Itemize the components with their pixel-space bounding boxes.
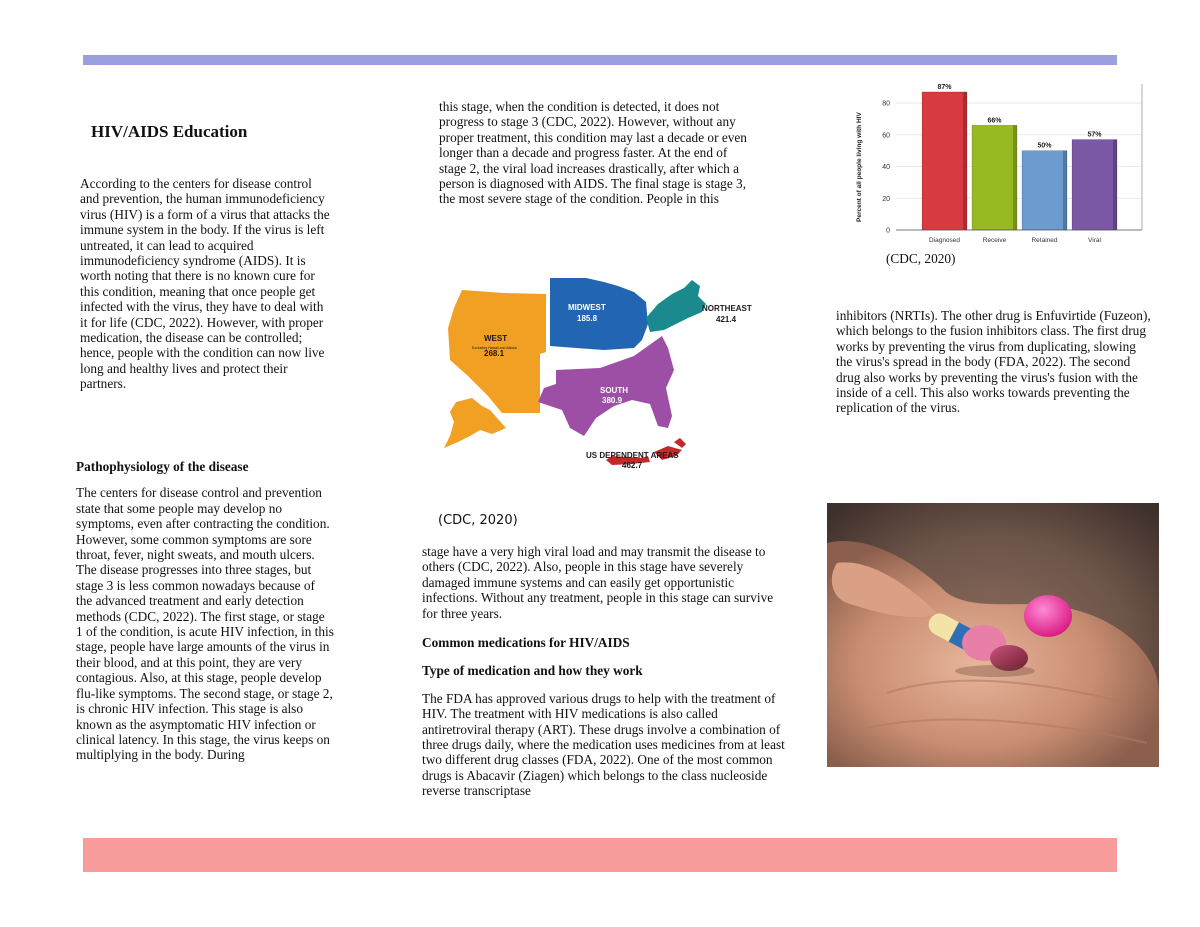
us-regions-map (436, 270, 766, 475)
chart-y-tick-label: 60 (882, 132, 890, 140)
chart-data-label: 66% (987, 117, 1002, 125)
nrti-paragraph: inhibitors (NRTIs). The other drug is Enfuvirtide (Fuzeon), which belongs to the fusion inhibitors class. The first drug works by preventing the virus from duplicating, slowing the virus's spread in the body (FDA, 2022). The second drug also works by preventing the virus's fusion with the inside of a cell. This also works towards preventing the replication of the virus. (836, 308, 1151, 416)
chart-bar (1022, 151, 1067, 230)
chart-y-tick-label: 40 (882, 164, 890, 172)
chart-x-tick-label: Diagnosed (928, 237, 961, 244)
chart-y-axis-label: Percent of all people living with HIV (856, 112, 863, 222)
chart-bar (1072, 140, 1117, 230)
page-title: HIV/AIDS Education (91, 122, 248, 141)
medications-heading: Common medications for HIV/AIDS (422, 635, 630, 651)
chart-bar-shade (1113, 140, 1117, 230)
chart-x-tick-label: Receive (982, 237, 1007, 244)
pathophysiology-section (76, 459, 334, 763)
chart-x-tick-label: Retained (1031, 237, 1058, 244)
chart-bar-shade (963, 92, 967, 230)
chart-data-label: 50% (1037, 142, 1052, 150)
chart-bar-shade (1063, 151, 1067, 230)
chart-bars (922, 92, 1117, 230)
map-region-northeast (646, 280, 706, 332)
map-caption: (CDC, 2020) (438, 513, 518, 528)
intro-paragraph: According to the centers for disease control and prevention, the human immunodeficiency virus (HIV) is a form of a virus that attacks the immune system in the body. If the virus is left untreated, it can lead to acquired immunodeficiency syndrome (AIDS). It is worth noting that there is no known cure for this condition, meaning that once people get infected with the virus, they have to deal with it for life (CDC, 2022). However, with proper medication, the disease can be controlled; hence, people with the condition can now live long and healthy lives and protect their partners. (80, 176, 330, 392)
chart-x-tick-labels (929, 237, 1102, 244)
care-continuum-bar-chart (850, 80, 1150, 244)
stage3-continuation-text (422, 544, 786, 799)
bottom-accent-bar (83, 838, 1117, 872)
chart-y-tick-label: 20 (882, 195, 890, 203)
pill-shadow (955, 665, 1035, 677)
pink-tablet (1024, 595, 1072, 637)
region-value-us-dependent-areas: 462.7 (622, 461, 643, 470)
map-island-virgin (674, 438, 686, 448)
map-region-midwest (550, 278, 648, 350)
region-value-west: 268.1 (484, 349, 505, 358)
region-label-south: SOUTH (600, 386, 628, 395)
stage-continuation-text (439, 99, 755, 207)
pathophysiology-heading: Pathophysiology of the disease (76, 459, 249, 474)
chart-data-label: 87% (937, 83, 952, 91)
region-label-west: WEST (484, 334, 508, 343)
region-label-us-dependent-areas: US DEPENDENT AREAS (586, 451, 679, 460)
region-sublabel-west: Excluding Hawaii and Alaska (472, 346, 517, 350)
chart-x-tick-label: Viral (1088, 237, 1101, 244)
chart-bar (972, 125, 1017, 230)
medication-types-heading: Type of medication and how they work (422, 663, 643, 679)
pills-in-hand-photo (827, 503, 1159, 767)
region-value-midwest: 185.8 (577, 314, 598, 323)
chart-y-tick-label: 80 (882, 100, 890, 108)
nrti-continuation-text (836, 308, 1152, 416)
stage-paragraph-top: this stage, when the condition is detected, it does not progress to stage 3 (CDC, 2022). However, without any proper treatment, this condition may last a decade or even longer than a decade and progress faster. At the end of stage 2, the viral load increases drastically, after which a person is diagnosed with AIDS. The final stage is stage 3, the most severe stage of the condition. People in this (439, 99, 747, 207)
region-value-south: 380.9 (602, 396, 623, 405)
stage3-paragraph: stage have a very high viral load and may transmit the disease to others (CDC, 2022). Also, people in this stage have severely damaged immune systems and can easily get opportunistic infections. Without any treatment, people in this stage can survive for three years. (422, 544, 774, 621)
region-label-midwest: MIDWEST (568, 303, 606, 312)
chart-bar (922, 92, 967, 230)
pathophysiology-paragraph: The centers for disease control and prevention state that some people may develop no symptoms, even after contracting the condition. However, some common symptoms are sore throat, fever, night sweats, and mouth ulcers. The disease progresses into three stages, but stage 3 is less common nowadays because of the advanced treatment and early detection methods (CDC, 2022). The first stage, or stage 1 of the condition, is acute HIV infection, in this stage, people have large amounts of the virus in their blood, and at this point, they are very contagious. Also, at this stage, people develop flu-like symptoms. The second stage, or stage 2, is chronic HIV infection. This stage is also known as the asymptomatic HIV infection or clinical latency. In this stage, the virus keeps on multiplying in the body. During (76, 485, 334, 763)
chart-data-label: 57% (1087, 131, 1102, 139)
chart-bar-shade (1013, 125, 1017, 230)
chart-y-tick-label: 0 (886, 227, 890, 235)
region-value-northeast: 421.4 (716, 315, 737, 324)
top-accent-bar (83, 55, 1117, 65)
region-label-northeast: NORTHEAST (702, 304, 752, 313)
chart-caption: (CDC, 2020) (886, 251, 956, 266)
medications-paragraph: The FDA has approved various drugs to help with the treatment of HIV. The treatment with HIV medications is also called antiretroviral therapy (ART). These drugs involve a combination of three drugs daily, where the medication uses medicines from at least two different drug classes (FDA, 2022). One of the most common drugs is Abacavir (Ziagen) which belongs to the class nucleoside reverse transcriptase (422, 690, 785, 799)
intro-text-block (80, 176, 334, 392)
chart-y-tick-labels (882, 101, 890, 235)
